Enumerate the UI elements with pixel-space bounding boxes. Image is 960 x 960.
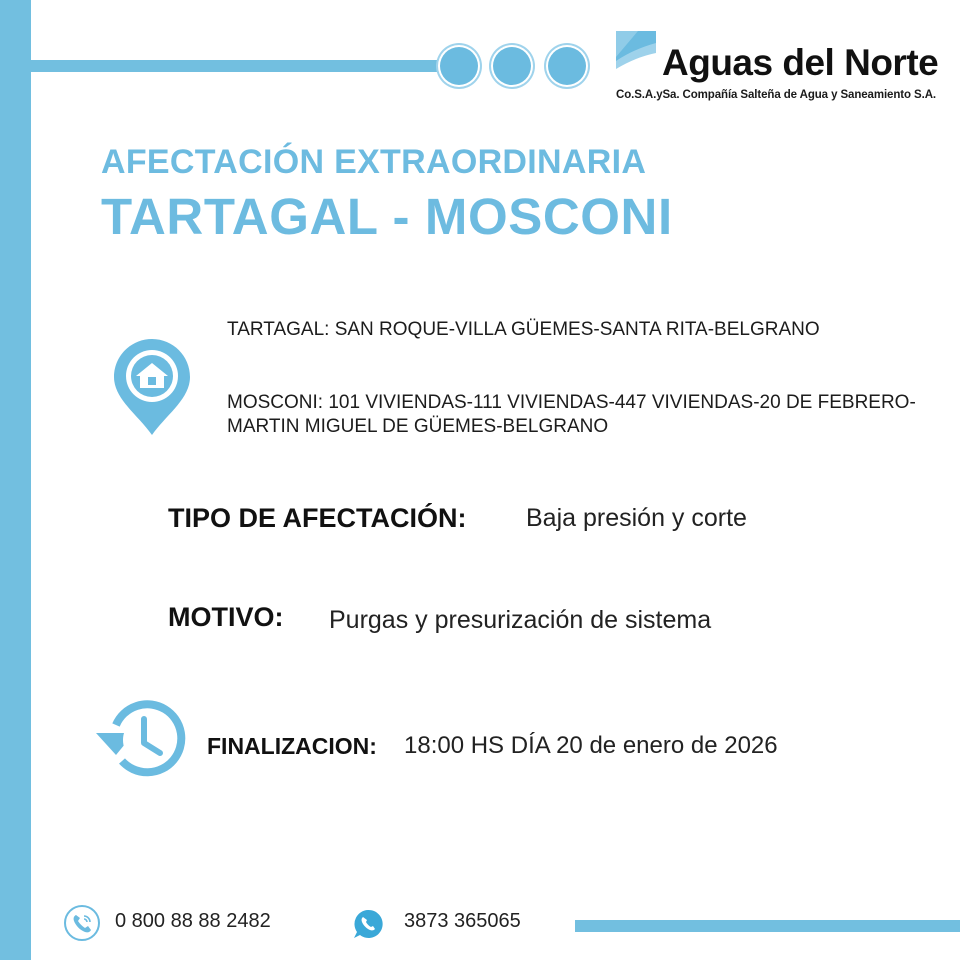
whatsapp-icon (352, 908, 384, 940)
decorative-dot (548, 47, 586, 85)
zone-tartagal: TARTAGAL: SAN ROQUE-VILLA GÜEMES-SANTA RITA-BELGRANO (227, 319, 820, 340)
phone-number[interactable]: 0 800 88 88 2482 (115, 910, 271, 932)
zone-mosconi: MOSCONI: 101 VIVIENDAS-111 VIVIENDAS-447 VIVIENDAS-20 DE FEBRERO-MARTIN MIGUEL DE GÜEMES-BELGRANO (227, 392, 916, 437)
tipo-value: Baja presión y corte (526, 504, 747, 532)
whatsapp-number[interactable]: 3873 365065 (404, 910, 521, 932)
clock-history-icon (94, 699, 188, 781)
heading-line-2: TARTAGAL - MOSCONI (101, 188, 673, 245)
left-accent-bar (0, 0, 31, 960)
brand-name: Aguas del Norte (662, 42, 939, 83)
house-location-pin-icon (112, 337, 192, 437)
brand-subtitle: Co.S.A.ySa. Compañía Salteña de Agua y Saneamiento S.A. (616, 89, 936, 101)
top-accent-line (31, 60, 451, 72)
aguas-del-norte-mark-icon (616, 31, 656, 78)
finalizacion-label: FINALIZACION: (207, 733, 377, 759)
decorative-dot (493, 47, 531, 85)
tipo-label: TIPO DE AFECTACIÓN: (168, 503, 467, 533)
decorative-dot (440, 47, 478, 85)
bottom-accent-line (575, 920, 960, 932)
heading-line-1: AFECTACIÓN EXTRAORDINARIA (101, 143, 647, 181)
phone-icon (63, 904, 101, 942)
motivo-label: MOTIVO: (168, 602, 284, 632)
motivo-value: Purgas y presurización de sistema (329, 606, 712, 634)
finalizacion-value: 18:00 HS DÍA 20 de enero de 2026 (404, 732, 778, 759)
